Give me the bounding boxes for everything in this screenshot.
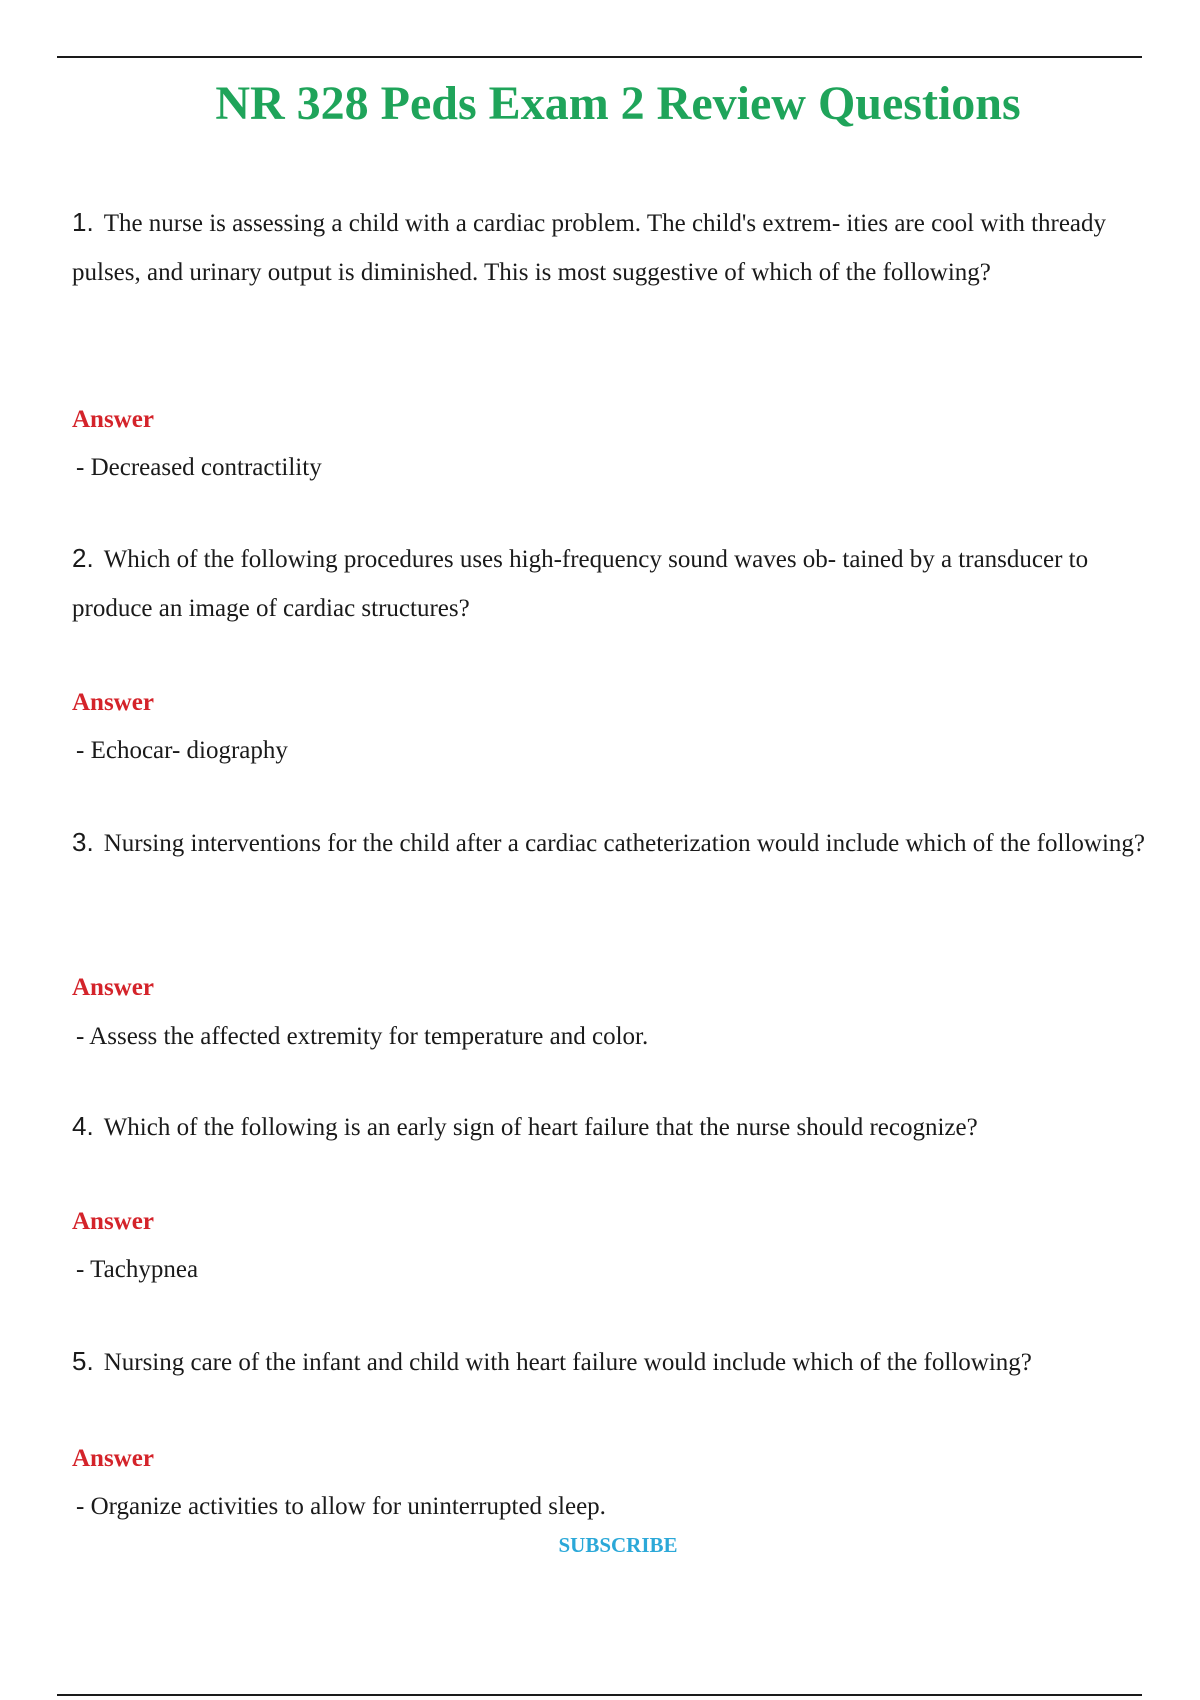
answer-text: - Decreased contractility [76, 454, 322, 481]
question-body: The nurse is assessing a child with a cardiac problem. The child's extrem- ities are cool with thready pulses, and urinary output is diminished. This is most suggestive of which of the following? [72, 210, 1107, 286]
question-body: Which of the following procedures uses high-frequency sound waves ob- tained by a transducer to produce an image of cardiac structures? [72, 546, 1089, 622]
answer-text: - Tachypnea [76, 1256, 199, 1283]
question-block-3 [72, 818, 1162, 1058]
subscribe-link[interactable]: SUBSCRIBE [558, 1533, 678, 1557]
document-title: NR 328 Peds Exam 2 Review Questions [215, 77, 1021, 130]
top-divider [57, 56, 1142, 58]
question-number: 4. [72, 1111, 94, 1141]
question-block-5 [72, 1337, 1192, 1537]
question-block-4 [72, 1102, 1162, 1302]
answer-label: Answer [72, 974, 154, 1001]
question-text [72, 1337, 1192, 1387]
question-number: 3. [72, 827, 94, 857]
question-text [72, 534, 1162, 633]
question-body: Nursing care of the infant and child with heart failure would include which of the following? [103, 1349, 1032, 1376]
answer-label: Answer [72, 1445, 154, 1472]
question-block-2 [72, 534, 1162, 774]
answer-label: Answer [72, 689, 154, 716]
answer-text: - Assess the affected extremity for temperature and color. [76, 1023, 649, 1050]
question-body: Which of the following is an early sign of heart failure that the nurse should recognize? [103, 1114, 978, 1141]
question-body: Nursing interventions for the child after a cardiac catheterization would include which of the following? [103, 830, 1145, 857]
question-number: 5. [72, 1346, 94, 1376]
answer-text: - Echocar- diography [76, 737, 288, 764]
bottom-divider [57, 1694, 1142, 1696]
question-block-1 [72, 198, 1162, 481]
question-text [72, 818, 1162, 868]
question-text [72, 1102, 1162, 1152]
answer-label: Answer [72, 406, 154, 433]
question-text [72, 198, 1162, 297]
answer-text: - Organize activities to allow for uninterrupted sleep. [76, 1493, 606, 1520]
question-number: 2. [72, 543, 94, 573]
question-number: 1. [72, 207, 94, 237]
answer-label: Answer [72, 1208, 154, 1235]
